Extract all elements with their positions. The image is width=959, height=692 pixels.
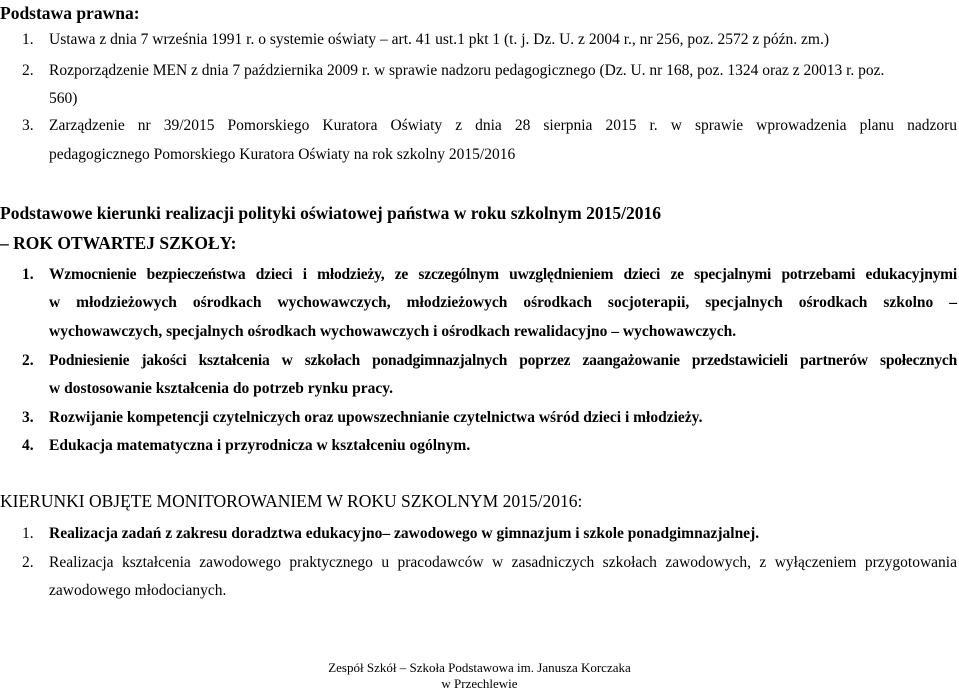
direction-item-number: 1. [22, 266, 34, 283]
legal-basis-heading: Podstawa prawna: [0, 3, 140, 23]
direction-item-number: 4. [22, 437, 34, 454]
monitoring-item-number: 1. [22, 525, 34, 542]
monitoring-item-text: Realizacja zadań z zakresu doradztwa edukacyjno– zawodowego w gimnazjum i szkole ponadgimnazjalnej. [49, 525, 760, 542]
direction-item-text [49, 293, 957, 313]
legal-item-text [49, 116, 957, 136]
footer-school-name: Zespół Szkół – Szkoła Podstawowa im. Janusza Korczaka [328, 660, 631, 675]
direction-item-line: w młodzieżowych ośrodkach wychowawczych, młodzieżowych ośrodkach socjoterapii, specjalnych ośrodkach szkolno – [49, 294, 957, 311]
monitoring-item-number: 2. [22, 554, 34, 571]
directions-heading: Podstawowe kierunki realizacji polityki oświatowej państwa w roku szkolnym 2015/2016 [0, 203, 661, 223]
monitoring-heading: KIERUNKI OBJĘTE MONITOROWANIEM W ROKU SZKOLNYM 2015/2016: [0, 491, 583, 511]
direction-item-text [49, 265, 957, 285]
monitoring-item-line: Realizacja kształcenia zawodowego praktycznego u pracodawców w zasadniczych szkołach zawodowych, z wyłączeniem przygotowania [49, 554, 957, 571]
direction-item-text [49, 351, 957, 371]
direction-item-text: w dostosowanie kształcenia do potrzeb rynku pracy. [49, 380, 394, 397]
direction-item-line: Podniesienie jakości kształcenia w szkołach ponadgimnazjalnych poprzez zaangażowanie przedstawicieli partnerów społecznych [49, 352, 957, 369]
direction-item-text: Rozwijanie kompetencji czytelniczych oraz upowszechnianie czytelnictwa wśród dzieci i młodzieży. [49, 409, 703, 426]
directions-heading-sub: – ROK OTWARTEJ SZKOŁY: [0, 233, 237, 253]
legal-item-text: Rozporządzenie MEN z dnia 7 października 2009 r. w sprawie nadzoru pedagogicznego (Dz. U. nr 168, poz. 1324 oraz z 20013 r. poz. [49, 62, 885, 79]
legal-item-number: 3. [22, 117, 34, 134]
legal-item-text: pedagogicznego Pomorskiego Kuratora Oświaty na rok szkolny 2015/2016 [49, 146, 516, 163]
legal-item-line: Zarządzenie nr 39/2015 Pomorskiego Kuratora Oświaty z dnia 28 sierpnia 2015 r. w sprawie wprowadzenia planu nadzoru [49, 117, 957, 134]
footer-location: w Przechlewie [441, 676, 518, 691]
monitoring-item-text [49, 553, 957, 573]
legal-item-text: 560) [49, 90, 78, 107]
legal-item-text: Ustawa z dnia 7 września 1991 r. o systemie oświaty – art. 41 ust.1 pkt 1 (t. j. Dz. U. z 2004 r., nr 256, poz. 2572 z późn. zm.) [49, 31, 830, 48]
monitoring-item-text: zawodowego młodocianych. [49, 582, 227, 599]
legal-item-number: 1. [22, 31, 34, 48]
direction-item-line: Wzmocnienie bezpieczeństwa dzieci i młodzieży, ze szczególnym uwzględnieniem dzieci ze specjalnymi potrzebami edukacyjnymi [49, 266, 957, 283]
direction-item-text: Edukacja matematyczna i przyrodnicza w kształceniu ogólnym. [49, 437, 471, 454]
direction-item-text: wychowawczych, specjalnych ośrodkach wychowawczych i ośrodkach rewalidacyjno – wychowawczych. [49, 323, 737, 340]
direction-item-number: 3. [22, 409, 34, 426]
direction-item-number: 2. [22, 352, 34, 369]
legal-item-number: 2. [22, 62, 34, 79]
